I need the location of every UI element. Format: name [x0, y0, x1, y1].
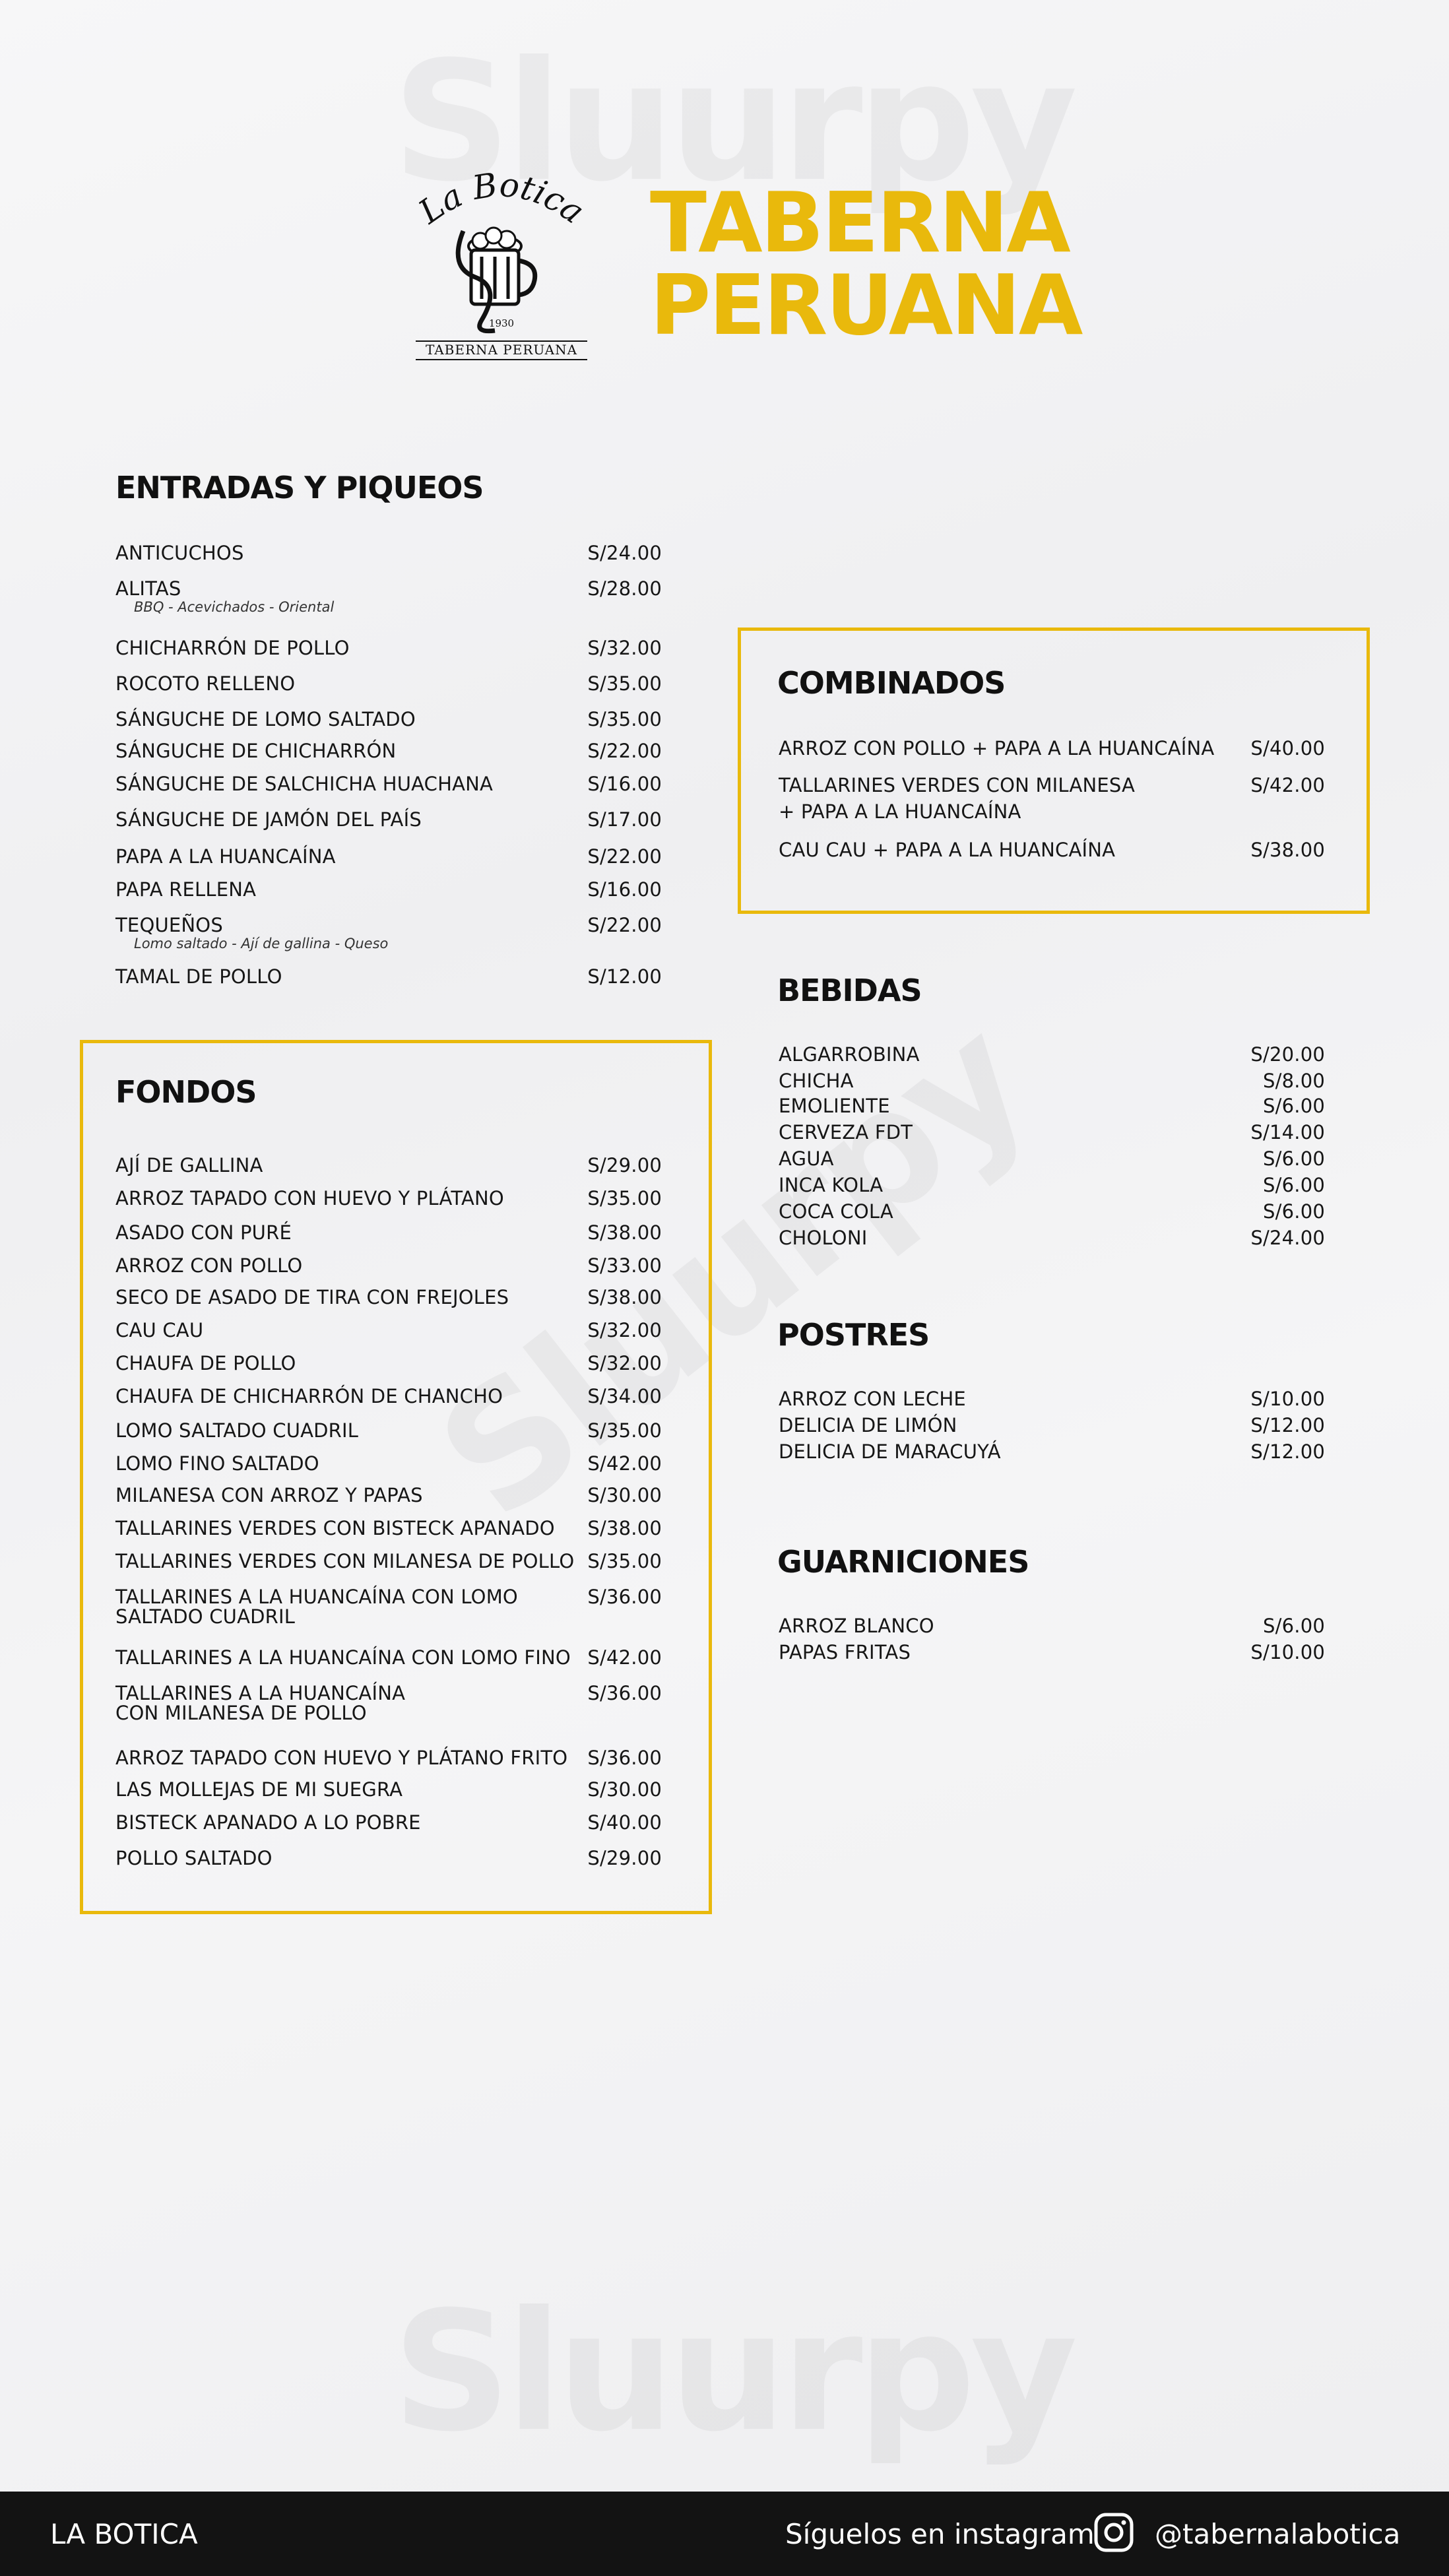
- menu-item-description: Lomo saltado - Ají de gallina - Queso: [134, 936, 389, 951]
- menu-item-name: SÁNGUCHE DE LOMO SALTADO: [115, 708, 416, 730]
- menu-item-price: S/35.00: [587, 672, 662, 695]
- menu-item-name-continued: SALTADO CUADRIL: [115, 1605, 296, 1628]
- section-title-fondos: FONDOS: [115, 1074, 257, 1110]
- menu-item-name: ARROZ CON POLLO + PAPA A LA HUANCAÍNA: [779, 737, 1215, 759]
- menu-item-price: S/42.00: [587, 1452, 662, 1475]
- menu-item-name: CAU CAU: [115, 1319, 204, 1341]
- menu-item-name: CHAUFA DE CHICHARRÓN DE CHANCHO: [115, 1385, 503, 1407]
- menu-item-price: S/17.00: [587, 808, 662, 831]
- menu-item-name: TALLARINES VERDES CON BISTECK APANADO: [115, 1517, 555, 1539]
- logo-caption: TABERNA PERUANA: [425, 342, 578, 358]
- menu-item-name-continued: CON MILANESA DE POLLO: [115, 1702, 367, 1724]
- instagram-handle-link[interactable]: @tabernalabotica: [1155, 2518, 1401, 2550]
- menu-item-price: S/35.00: [587, 1187, 662, 1209]
- menu-item-name: AGUA: [779, 1147, 834, 1170]
- menu-item-price: S/30.00: [587, 1778, 662, 1801]
- menu-item-price: S/6.00: [1263, 1095, 1325, 1117]
- menu-item-price: S/42.00: [587, 1646, 662, 1669]
- menu-item-price: S/34.00: [587, 1385, 662, 1407]
- menu-item-price: S/10.00: [1250, 1641, 1325, 1663]
- menu-item-price: S/22.00: [587, 914, 662, 936]
- footer-bar: [0, 2492, 1449, 2576]
- logo: [402, 168, 600, 366]
- menu-item-price: S/35.00: [587, 1550, 662, 1572]
- menu-item-name: ARROZ CON POLLO: [115, 1254, 303, 1277]
- menu-item-name: INCA KOLA: [779, 1174, 884, 1196]
- menu-item-price: S/42.00: [1250, 774, 1325, 796]
- section-title-combinados: COMBINADOS: [777, 665, 1006, 701]
- menu-item-price: S/36.00: [587, 1747, 662, 1769]
- menu-item-price: S/24.00: [587, 542, 662, 564]
- menu-item-price: S/24.00: [1250, 1227, 1325, 1249]
- logo-script: La Botica: [412, 168, 592, 232]
- brand-title: [650, 174, 1081, 354]
- menu-item-price: S/30.00: [587, 1484, 662, 1506]
- menu-item-price: S/14.00: [1250, 1121, 1325, 1143]
- menu-item-price: S/20.00: [1250, 1043, 1325, 1066]
- menu-item-price: S/40.00: [587, 1811, 662, 1834]
- menu-item-price: S/36.00: [587, 1586, 662, 1608]
- menu-item-name-continued: + PAPA A LA HUANCAÍNA: [779, 800, 1021, 823]
- menu-item-name: TALLARINES VERDES CON MILANESA DE POLLO: [115, 1550, 575, 1572]
- menu-item-name: ASADO CON PURÉ: [115, 1221, 292, 1244]
- menu-item-name: CERVEZA FDT: [779, 1121, 913, 1143]
- menu-item-price: S/36.00: [587, 1682, 662, 1704]
- menu-item-price: S/22.00: [587, 740, 662, 762]
- logo-script-text: [411, 168, 591, 232]
- menu-item-price: S/35.00: [587, 708, 662, 730]
- menu-item-name: TAMAL DE POLLO: [115, 965, 282, 988]
- brand-title-line1: TABERNA: [650, 174, 1069, 271]
- menu-item-name: DELICIA DE LIMÓN: [779, 1414, 957, 1436]
- menu-item-name: TALLARINES A LA HUANCAÍNA CON LOMO FINO: [115, 1646, 571, 1669]
- section-title-postres: POSTRES: [777, 1317, 930, 1353]
- menu-item-name: ARROZ CON LECHE: [779, 1388, 966, 1410]
- section-title-bebidas: BEBIDAS: [777, 973, 922, 1008]
- menu-item-price: S/16.00: [587, 878, 662, 901]
- menu-item-price: S/6.00: [1263, 1200, 1325, 1223]
- menu-item-name: ROCOTO RELLENO: [115, 672, 296, 695]
- menu-item-price: S/40.00: [1250, 737, 1325, 759]
- menu-item-price: S/6.00: [1263, 1147, 1325, 1170]
- footer-brand: LA BOTICA: [50, 2518, 198, 2550]
- menu-item-price: S/6.00: [1263, 1615, 1325, 1637]
- menu-item-name: SÁNGUCHE DE JAMÓN DEL PAÍS: [115, 808, 422, 831]
- menu-item-name: EMOLIENTE: [779, 1095, 890, 1117]
- menu-item-name: DELICIA DE MARACUYÁ: [779, 1440, 1001, 1463]
- menu-item-name: LAS MOLLEJAS DE MI SUEGRA: [115, 1778, 403, 1801]
- menu-item-name: TALLARINES VERDES CON MILANESA: [779, 774, 1136, 796]
- menu-item-description: BBQ - Acevichados - Oriental: [134, 599, 335, 615]
- beer-mug-icon: [458, 228, 535, 331]
- menu-item-price: S/16.00: [587, 773, 662, 795]
- menu-item-name: POLLO SALTADO: [115, 1847, 273, 1869]
- menu-item-price: S/38.00: [587, 1221, 662, 1244]
- menu-item-name: CHICHA: [779, 1070, 854, 1092]
- menu-item-name: CAU CAU + PAPA A LA HUANCAÍNA: [779, 839, 1116, 861]
- menu-item-name: ANTICUCHOS: [115, 542, 244, 564]
- menu-item-name: PAPAS FRITAS: [779, 1641, 911, 1663]
- menu-item-name: TALLARINES A LA HUANCAÍNA CON LOMO: [115, 1586, 518, 1608]
- menu-item-price: S/22.00: [587, 845, 662, 868]
- menu-item-name: CHOLONI: [779, 1227, 868, 1249]
- menu-item-price: S/29.00: [587, 1154, 662, 1176]
- menu-item-name: TEQUEÑOS: [115, 914, 223, 936]
- menu-item-price: S/28.00: [587, 577, 662, 600]
- menu-item-name: COCA COLA: [779, 1200, 893, 1223]
- menu-item-name: SÁNGUCHE DE CHICHARRÓN: [115, 740, 397, 762]
- brand-title-line2: PERUANA: [650, 257, 1081, 354]
- menu-item-name: MILANESA CON ARROZ Y PAPAS: [115, 1484, 423, 1506]
- section-title-entradas: ENTRADAS Y PIQUEOS: [115, 470, 484, 505]
- menu-item-name: ALITAS: [115, 577, 181, 600]
- menu-item-price: S/8.00: [1263, 1070, 1325, 1092]
- menu-item-price: S/12.00: [587, 965, 662, 988]
- menu-item-name: PAPA RELLENA: [115, 878, 257, 901]
- instagram-icon[interactable]: [1093, 2511, 1135, 2554]
- menu-item-price: S/38.00: [587, 1517, 662, 1539]
- menu-item-name: LOMO SALTADO CUADRIL: [115, 1419, 359, 1442]
- menu-item-name: ARROZ BLANCO: [779, 1615, 934, 1637]
- menu-item-name: TALLARINES A LA HUANCAÍNA: [115, 1682, 406, 1704]
- menu-item-price: S/29.00: [587, 1847, 662, 1869]
- menu-item-name: ARROZ TAPADO CON HUEVO Y PLÁTANO FRITO: [115, 1747, 568, 1769]
- menu-item-name: BISTECK APANADO A LO POBRE: [115, 1811, 421, 1834]
- menu-item-price: S/38.00: [587, 1286, 662, 1308]
- menu-item-name: SÁNGUCHE DE SALCHICHA HUACHANA: [115, 773, 494, 795]
- menu-item-price: S/35.00: [587, 1419, 662, 1442]
- menu-item-name: SECO DE ASADO DE TIRA CON FREJOLES: [115, 1286, 509, 1308]
- menu-item-name: ALGARROBINA: [779, 1043, 920, 1066]
- menu-item-name: ARROZ TAPADO CON HUEVO Y PLÁTANO: [115, 1187, 504, 1209]
- menu-item-price: S/10.00: [1250, 1388, 1325, 1410]
- menu-item-name: LOMO FINO SALTADO: [115, 1452, 319, 1475]
- menu-item-name: AJÍ DE GALLINA: [115, 1154, 263, 1176]
- menu-item-price: S/12.00: [1250, 1414, 1325, 1436]
- menu-item-price: S/32.00: [587, 1319, 662, 1341]
- menu-item-name: PAPA A LA HUANCAÍNA: [115, 845, 336, 868]
- menu-item-name: CHICHARRÓN DE POLLO: [115, 637, 350, 659]
- menu-item-price: S/33.00: [587, 1254, 662, 1277]
- menu-item-price: S/32.00: [587, 637, 662, 659]
- logo-year: 1930: [488, 317, 515, 329]
- footer-follow-text: Síguelos en instagram: [785, 2518, 1095, 2550]
- menu-item-price: S/12.00: [1250, 1440, 1325, 1463]
- section-title-guarniciones: GUARNICIONES: [777, 1544, 1029, 1580]
- menu-item-name: CHAUFA DE POLLO: [115, 1352, 296, 1374]
- menu-item-price: S/32.00: [587, 1352, 662, 1374]
- menu-item-price: S/38.00: [1250, 839, 1325, 861]
- watermark-bottom: [370, 2290, 1095, 2455]
- menu-item-price: S/6.00: [1263, 1174, 1325, 1196]
